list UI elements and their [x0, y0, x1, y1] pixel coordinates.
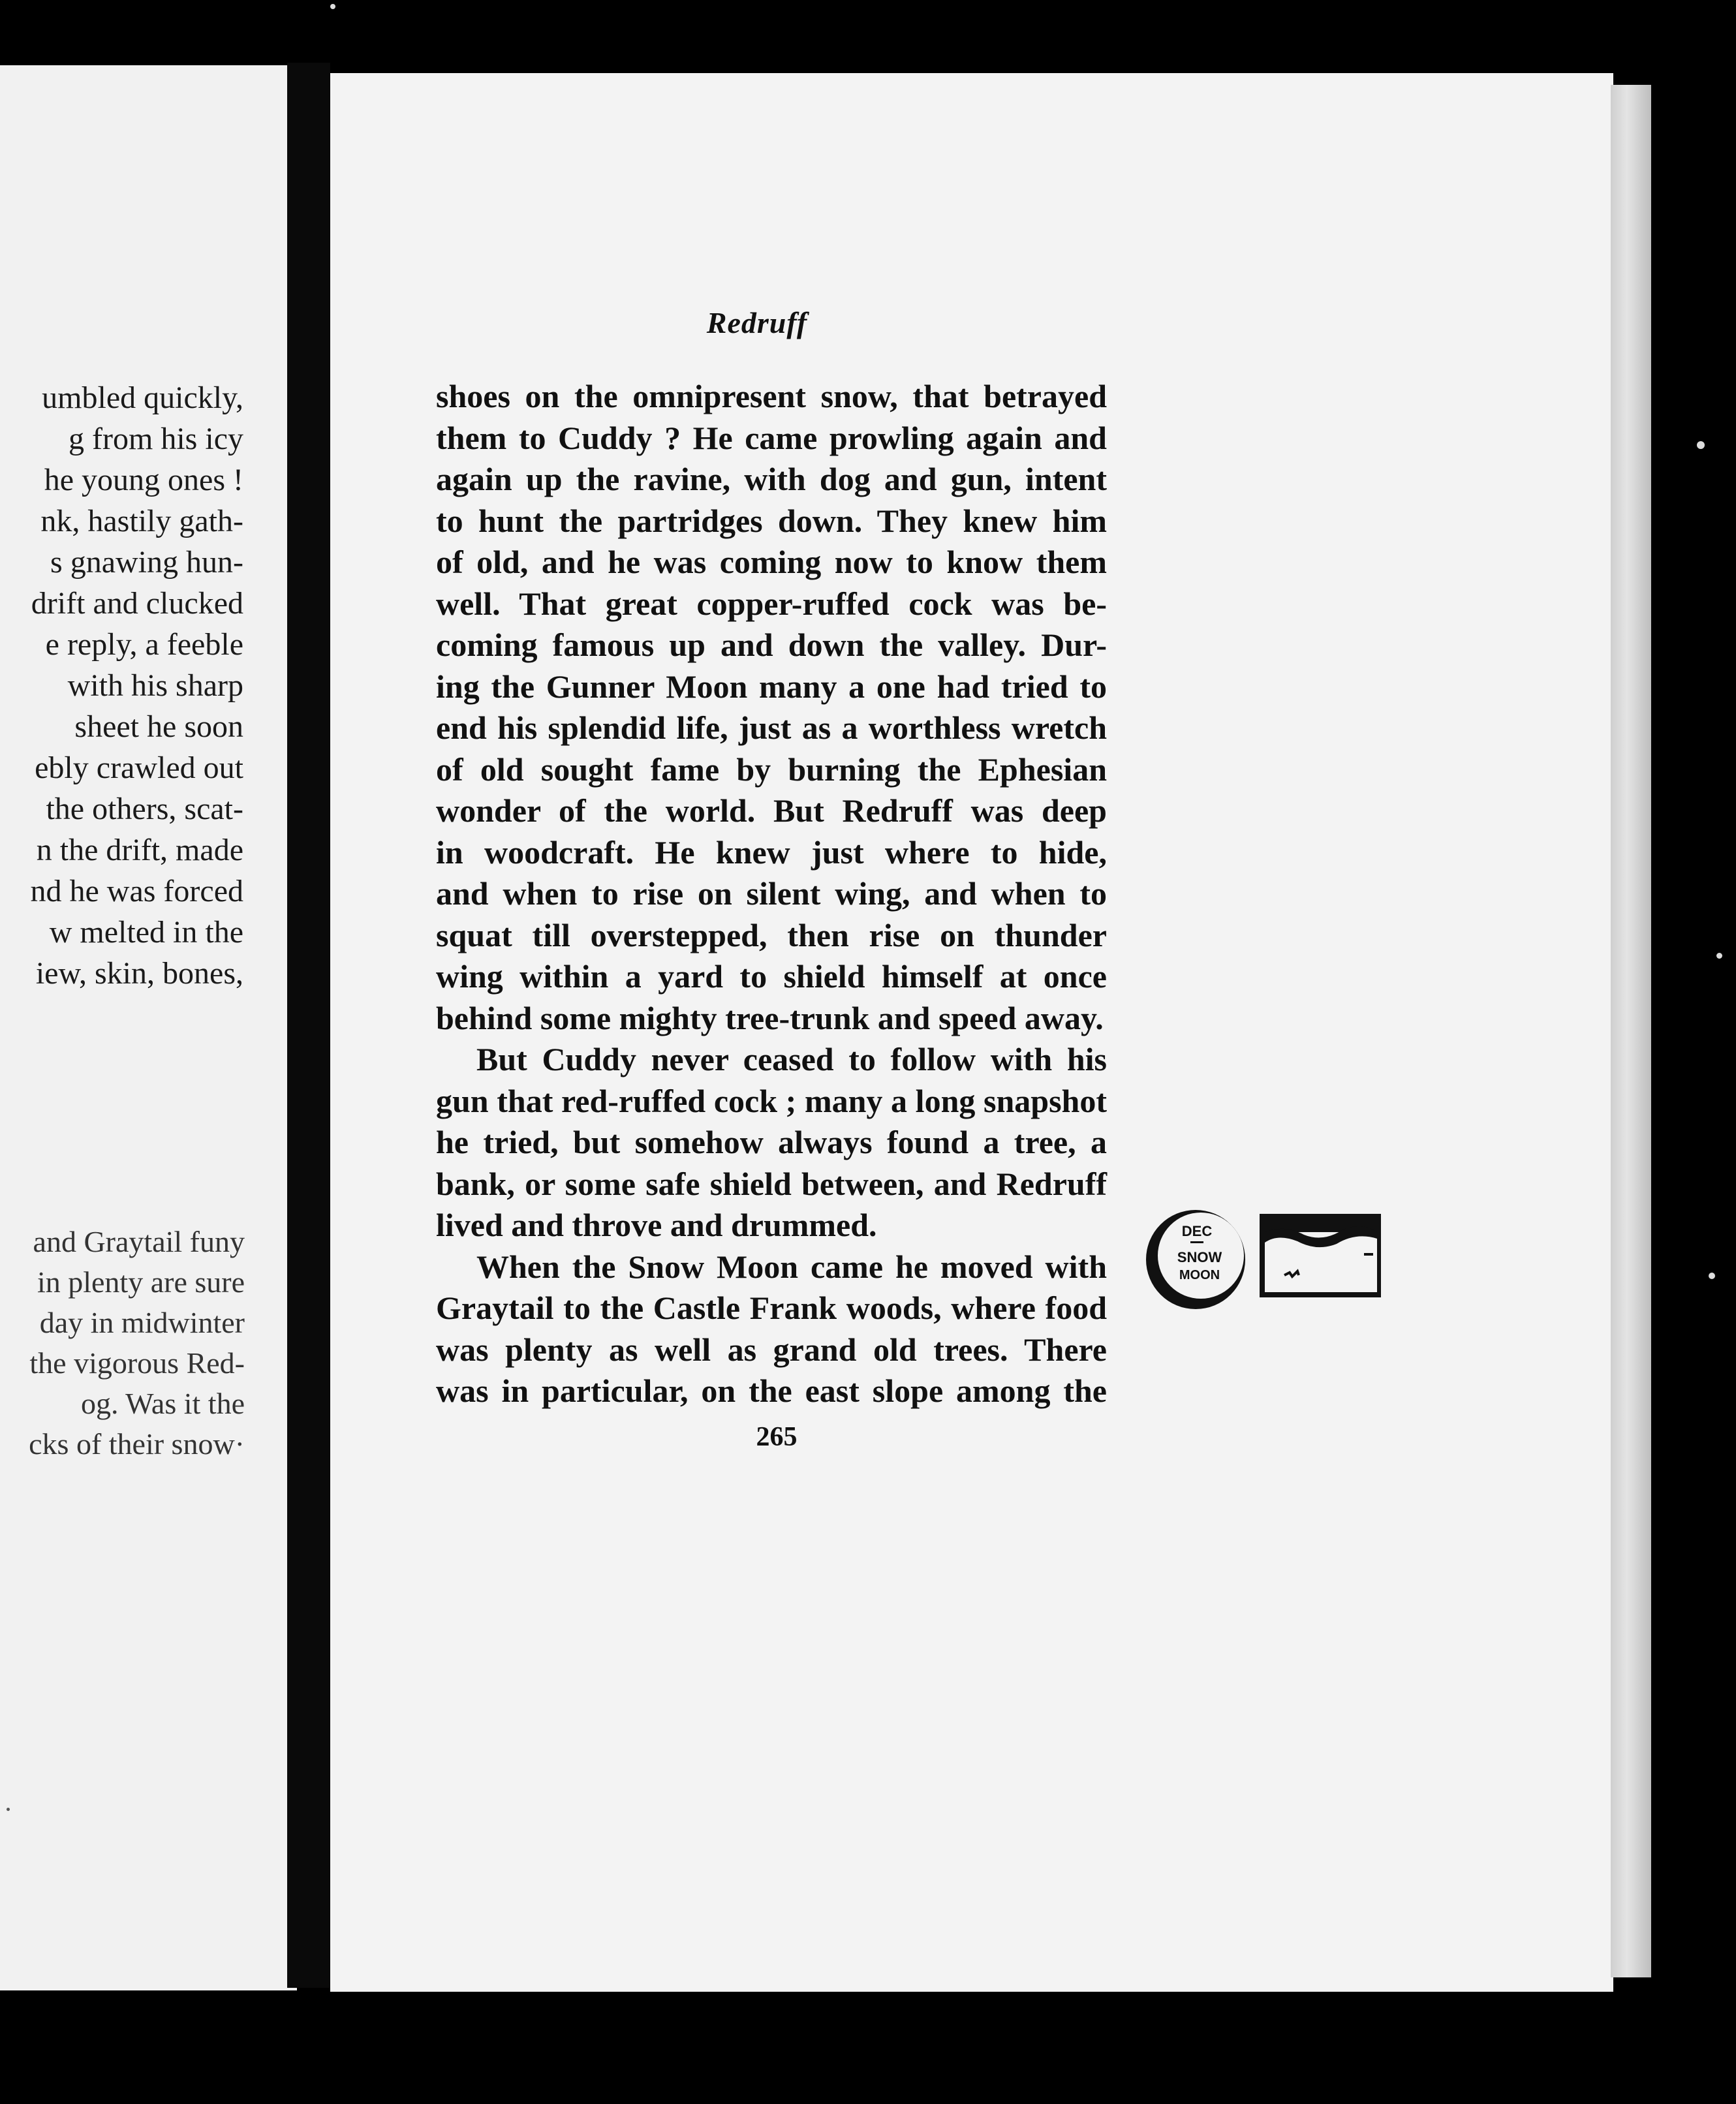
text-line: n the drift, made: [36, 833, 243, 867]
text-line: g from his icy: [69, 422, 243, 456]
scan-speck: [1709, 1273, 1715, 1279]
snow-scene-vignette-icon: [1258, 1213, 1382, 1299]
text-line: wonder of the world. But Redruff was deep: [436, 792, 1107, 829]
left-page-text-top: [0, 377, 243, 994]
snow-moon-badge-icon: [1143, 1207, 1248, 1312]
text-line: lived and throve and drummed.: [436, 1207, 877, 1243]
text-line: was in particular, on the east slope among the: [436, 1372, 1107, 1409]
text-line: them to Cuddy ? He came prowling again and: [436, 419, 1107, 456]
scan-speck: [330, 4, 335, 9]
text-line: s gnawing hun-: [50, 545, 243, 580]
text-line: coming famous up and down the valley. Dur-: [436, 627, 1107, 663]
text-line: nk, hastily gath-: [40, 504, 243, 538]
badge-line-2: SNOW: [1177, 1249, 1222, 1265]
text-line: nd he was forced: [30, 874, 243, 908]
text-line: of old sought fame by burning the Ephesian: [436, 750, 1107, 788]
text-line: was plenty as well as grand old trees. There: [436, 1331, 1107, 1368]
text-line: behind some mighty tree-trunk and speed away.: [436, 999, 1104, 1036]
text-line: the others, scat-: [46, 792, 243, 826]
text-line: again up the ravine, with dog and gun, intent: [436, 461, 1107, 497]
text-line: ebly crawled out: [35, 750, 243, 785]
badge-line-1: DEC: [1181, 1223, 1213, 1239]
text-line: e reply, a feeble: [45, 627, 243, 662]
text-line: w melted in the: [49, 915, 243, 950]
text-line: and when to rise on silent wing, and when to: [436, 875, 1107, 912]
left-page: [0, 65, 297, 1990]
text-line: in plenty are sure: [37, 1265, 245, 1299]
text-line: wing within a yard to shield himself at once: [436, 958, 1107, 995]
text-line: sheet he soon: [74, 709, 243, 744]
text-line: Graytail to the Castle Frank woods, where food: [436, 1290, 1107, 1326]
scan-speck: [7, 1808, 10, 1811]
text-line: day in midwinter: [39, 1306, 245, 1339]
text-line: he tried, but somehow always found a tree, a: [436, 1124, 1107, 1160]
text-line: drift and clucked: [31, 586, 243, 621]
text-line: with his sharp: [67, 668, 243, 703]
text-line: end his splendid life, just as a worthless wretch: [436, 709, 1107, 746]
text-line: ing the Gunner Moon many a one had tried to: [436, 668, 1107, 705]
text-line: bank, or some safe shield between, and Redruff: [436, 1165, 1107, 1202]
running-head: Redruff: [706, 306, 808, 339]
text-line: cks of their snow·: [29, 1427, 245, 1461]
body-text: [436, 376, 1107, 1412]
text-line: But Cuddy never ceased to follow with his: [476, 1041, 1107, 1077]
text-line: of old, and he was coming now to know them: [436, 544, 1107, 580]
text-line: umbled quickly,: [42, 380, 243, 415]
text-line: and Graytail funy: [33, 1225, 245, 1258]
text-line: shoes on the omnipresent snow, that betrayed: [436, 378, 1107, 414]
text-line: in woodcraft. He knew just where to hide,: [436, 833, 1107, 871]
text-line: the vigorous Red-: [29, 1346, 245, 1380]
scan-speck: [1697, 441, 1705, 449]
text-line: he young ones !: [44, 463, 243, 497]
text-line: og. Was it the: [81, 1387, 245, 1420]
badge-line-3: MOON: [1179, 1268, 1220, 1282]
scan-speck: [1716, 953, 1722, 959]
page-number: 265: [756, 1422, 798, 1452]
text-line: to hunt the partridges down. They knew him: [436, 502, 1107, 539]
left-page-text-bottom: [0, 1222, 245, 1464]
page-edge: [1611, 85, 1651, 1977]
book-spine: [287, 63, 330, 1988]
text-line: well. That great copper-ruffed cock was be-: [436, 585, 1107, 622]
text-line: When the Snow Moon came he moved with: [476, 1248, 1107, 1285]
text-line: squat till overstepped, then rise on thunder: [436, 916, 1107, 953]
text-line: gun that red-ruffed cock ; many a long snapshot: [436, 1082, 1107, 1119]
text-line: iew, skin, bones,: [35, 956, 243, 991]
